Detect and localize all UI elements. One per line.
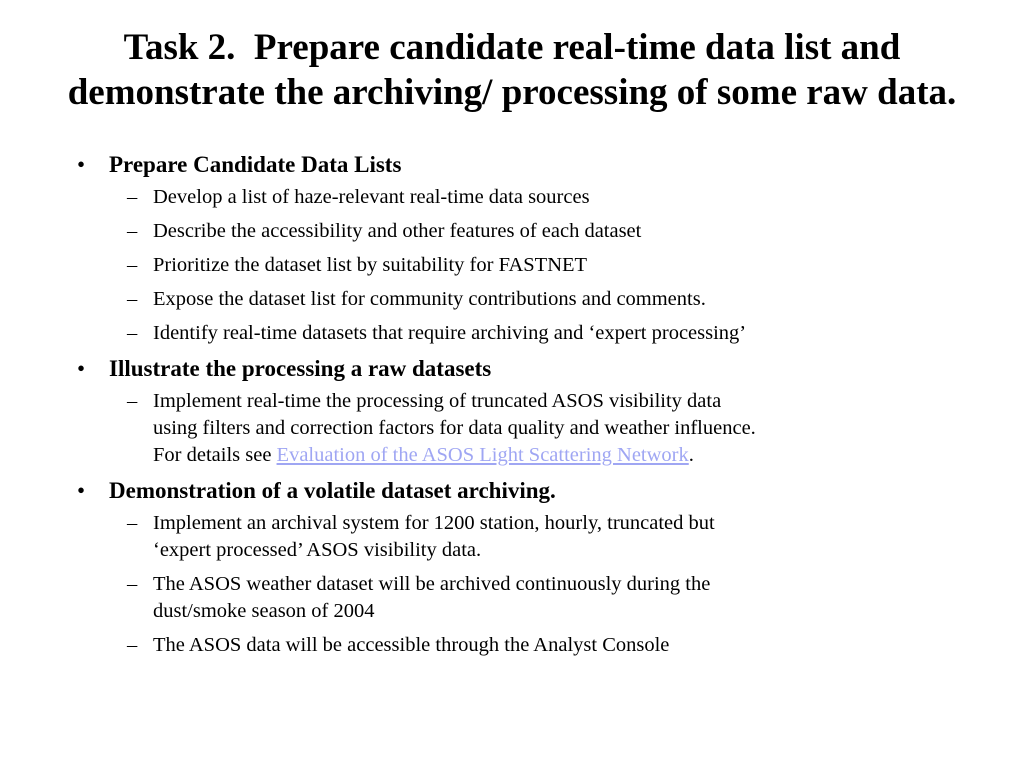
bullet-dot-icon: • [77, 478, 86, 503]
sub-list-2 [77, 388, 977, 469]
dash-icon: – [127, 390, 138, 412]
sub-item-line: dust/smoke season of 2004 [153, 600, 375, 622]
bullet-dot-icon: • [77, 152, 86, 177]
title-line-1: Task 2. Prepare candidate real-time data list and [123, 27, 901, 68]
slide-title [0, 25, 1024, 115]
bullet-dot-icon: • [77, 356, 86, 381]
dash-icon: – [127, 288, 138, 310]
sub-item-line: using filters and correction factors for data quality and weather influence. [153, 417, 756, 439]
bullet-heading: Demonstration of a volatile dataset archiving. [109, 478, 556, 503]
dash-icon: – [127, 220, 138, 242]
sub-item [77, 320, 977, 347]
sub-item [77, 632, 977, 659]
sub-item-line [153, 442, 977, 469]
dash-icon: – [127, 634, 138, 656]
sub-list-3 [77, 510, 977, 659]
sub-item-text: Expose the dataset list for community contributions and comments. [153, 288, 706, 310]
sub-item [77, 184, 977, 211]
sub-item-line: ‘expert processed’ ASOS visibility data. [153, 539, 482, 561]
sub-item-text: Develop a list of haze-relevant real-time data sources [153, 186, 590, 208]
sub-item [77, 286, 977, 313]
sub-item [77, 252, 977, 279]
sub-list-1 [77, 184, 977, 347]
sub-item-text: Prioritize the dataset list by suitability for FASTNET [153, 254, 588, 276]
title-line-2: demonstrate the archiving/ processing of some raw data. [67, 72, 957, 113]
sub-item [77, 218, 977, 245]
sub-item [77, 388, 977, 469]
details-prefix: For details see [153, 444, 277, 466]
details-suffix: . [688, 444, 694, 466]
sub-item-text: Describe the accessibility and other features of each dataset [153, 220, 642, 242]
sub-item-line: The ASOS weather dataset will be archived continuously during the [153, 573, 711, 595]
dash-icon: – [127, 512, 138, 534]
dash-icon: – [127, 254, 138, 276]
dash-icon: – [127, 573, 138, 595]
sub-item [77, 571, 977, 625]
bullet-illustrate-processing [77, 354, 977, 384]
bullet-heading: Prepare Candidate Data Lists [109, 152, 402, 177]
sub-item-text: Identify real-time datasets that require archiving and ‘expert processing’ [153, 322, 747, 344]
sub-item-line: The ASOS data will be accessible through the Analyst Console [153, 634, 670, 656]
asos-evaluation-link[interactable]: Evaluation of the ASOS Light Scattering Network [276, 444, 689, 466]
bullet-volatile-dataset-archiving [77, 476, 977, 506]
dash-icon: – [127, 186, 138, 208]
sub-item-line: Implement an archival system for 1200 station, hourly, truncated but [153, 512, 715, 534]
dash-icon: – [127, 322, 138, 344]
bullet-list [77, 150, 977, 666]
sub-item-line: Implement real-time the processing of truncated ASOS visibility data [153, 390, 722, 412]
sub-item [77, 510, 977, 564]
bullet-heading: Illustrate the processing a raw datasets [109, 356, 492, 381]
bullet-prepare-candidate-data-lists [77, 150, 977, 180]
